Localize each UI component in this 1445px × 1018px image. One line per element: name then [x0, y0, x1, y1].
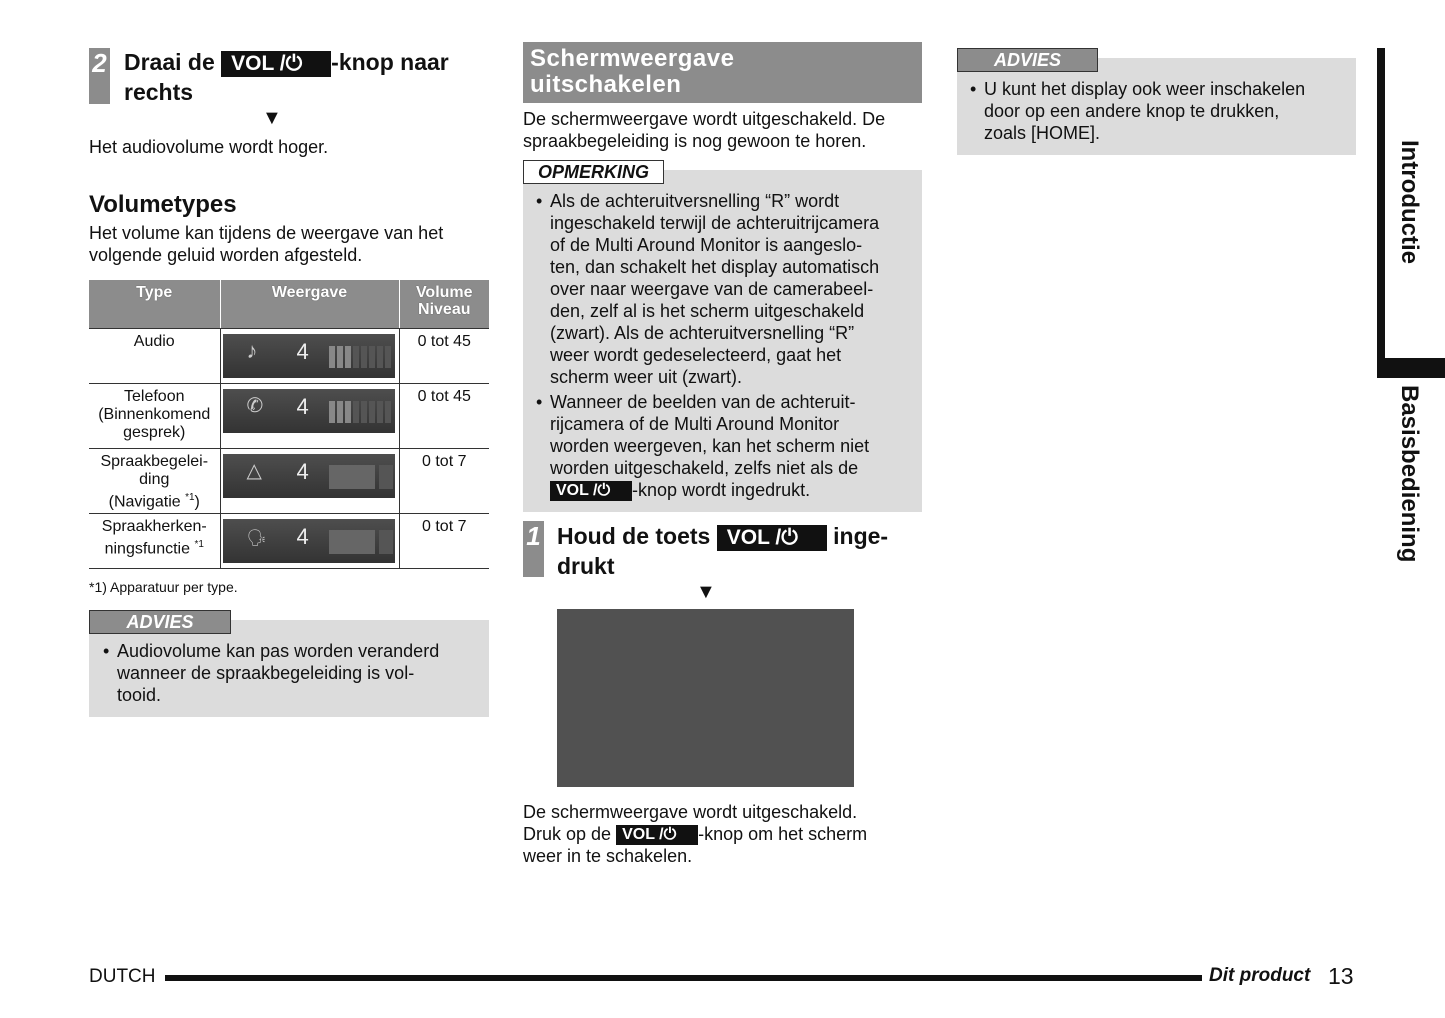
- footer-section: Dit product: [1209, 965, 1311, 986]
- type-text: ): [194, 492, 200, 510]
- text-after: -knop om het scherm: [698, 824, 868, 844]
- step-instruction: [124, 47, 504, 107]
- type-cell: [89, 383, 220, 448]
- display-value: 4: [296, 338, 309, 364]
- type-line: Spraakherken-: [101, 517, 207, 535]
- text-line: rijcamera of de Multi Around Monitor: [550, 414, 840, 434]
- text-after: -knop wordt ingedrukt.: [632, 480, 811, 500]
- volume-slot: [379, 530, 393, 554]
- side-tab-introductie[interactable]: Introductie: [1396, 140, 1423, 264]
- step-text-after: -knop naar: [331, 49, 449, 75]
- footnote-ref: *1: [185, 491, 195, 503]
- text-line: [550, 479, 916, 501]
- type-cell: [89, 448, 220, 513]
- section-intro: [523, 108, 933, 152]
- vol-power-key: [221, 51, 331, 77]
- level-cell: 0 tot 45: [399, 328, 489, 383]
- text-line: ingeschakeld terwijl de achteruitrijcamera: [550, 213, 880, 233]
- footer-rule: [165, 975, 1202, 981]
- volume-slot: [329, 465, 375, 489]
- step-text-before: Draai de: [124, 49, 215, 75]
- display-cell: [220, 448, 399, 513]
- power-icon: ⏻: [663, 826, 677, 844]
- vol-power-key: [717, 525, 827, 551]
- text-line: over naar weergave van de camerabeel-: [550, 279, 874, 299]
- list-item: [536, 190, 916, 388]
- step-number: 1: [523, 521, 544, 577]
- volume-display: [223, 454, 395, 498]
- advies-list: [970, 78, 1350, 144]
- side-tab-marker: [1377, 358, 1445, 378]
- list-item: [103, 640, 483, 706]
- advies-label: ADVIES: [957, 48, 1098, 72]
- list-item: [536, 391, 916, 501]
- level-cell: 0 tot 45: [399, 383, 489, 448]
- step-instruction: [557, 521, 922, 581]
- footer-language: DUTCH: [89, 966, 156, 987]
- intro-line: volgende geluid worden afgesteld.: [89, 245, 363, 265]
- down-arrow-icon: ▼: [262, 107, 282, 129]
- vol-power-key: [616, 825, 698, 845]
- table-row: [89, 448, 489, 513]
- vol-label: VOL /: [231, 51, 286, 75]
- text-line: • Wanneer de beelden van de achteruit-: [550, 392, 856, 412]
- volume-types-table: [89, 280, 489, 569]
- header-line: uitschakelen: [530, 71, 682, 98]
- volume-bar: [329, 346, 391, 368]
- step-text-line2: drukt: [557, 553, 615, 579]
- phone-icon: ✆: [246, 394, 264, 417]
- type-line: [89, 536, 220, 558]
- text-line: weer in te schakelen.: [523, 846, 693, 867]
- type-line: Audio: [133, 332, 175, 350]
- text-line: • U kunt het display ook weer inschakelen: [984, 79, 1306, 99]
- column-header-level: [399, 280, 489, 328]
- section-title: Volumetypes: [89, 191, 237, 218]
- section-header: [523, 42, 922, 103]
- text-line: scherm weer uit (zwart).: [550, 367, 743, 387]
- volume-slot: [379, 465, 393, 489]
- header-line: Volume: [415, 284, 473, 301]
- step-text-line2: rechts: [124, 79, 194, 105]
- table-row: [89, 328, 489, 383]
- table-row: [89, 383, 489, 448]
- advies-label: ADVIES: [89, 610, 231, 634]
- intro-line: De schermweergave wordt uitgeschakeld. De: [523, 109, 886, 129]
- page-number: 13: [1328, 963, 1354, 989]
- header-line: Schermweergave: [530, 45, 735, 72]
- text-line: worden uitgeschakeld, zelfs niet als de: [550, 458, 859, 478]
- step-text-before: Houd de toets: [557, 523, 711, 549]
- type-text: (Navigatie: [108, 492, 181, 510]
- type-line: (Binnenkomend: [98, 405, 211, 423]
- display-value: 4: [296, 393, 309, 419]
- step-number: 2: [89, 48, 110, 104]
- level-cell: 0 tot 7: [399, 448, 489, 513]
- down-arrow-icon: ▼: [696, 581, 716, 603]
- text-line: • Audiovolume kan pas worden veranderd: [117, 641, 440, 661]
- display-cell: [220, 328, 399, 383]
- text-line: wanneer de spraakbegeleiding is vol-: [117, 663, 415, 683]
- vol-label: VOL /: [622, 826, 664, 844]
- display-value: 4: [296, 523, 309, 549]
- type-line: ding: [139, 470, 170, 488]
- navigation-arrow-icon: △: [246, 459, 262, 482]
- type-line: gesprek): [123, 423, 186, 441]
- opmerking-label: OPMERKING: [523, 160, 664, 184]
- advies-list: [103, 640, 483, 706]
- table-footnote: *1) Apparatuur per type.: [89, 579, 238, 595]
- text-before: Druk op de: [523, 824, 612, 844]
- text-line: [523, 823, 923, 845]
- type-cell: [89, 328, 220, 383]
- side-tab-basisbediening[interactable]: Basisbediening: [1396, 385, 1423, 563]
- table-row: [89, 513, 489, 568]
- text-line: ten, dan schakelt het display automatisch: [550, 257, 880, 277]
- section-intro: [89, 222, 489, 266]
- type-line: Spraakbegelei-: [100, 452, 209, 470]
- type-cell: [89, 513, 220, 568]
- type-line: [89, 489, 220, 511]
- opmerking-list: [536, 190, 916, 501]
- display-cell: [220, 513, 399, 568]
- text-line: zoals [HOME].: [984, 123, 1101, 143]
- text-line: door op een andere knop te drukken,: [984, 101, 1280, 121]
- volume-display: [223, 389, 395, 433]
- type-line: Telefoon: [124, 387, 185, 405]
- vol-label: VOL /: [556, 482, 598, 500]
- level-cell: 0 tot 7: [399, 513, 489, 568]
- type-text: ningsfunctie: [104, 539, 190, 557]
- text-line: worden weergeven, kan het scherm niet: [550, 436, 870, 456]
- text-line: (zwart). Als de achteruitversnelling “R”: [550, 323, 855, 343]
- music-note-icon: ♪: [246, 337, 258, 363]
- intro-line: spraakbegeleiding is nog gewoon te horen.: [523, 131, 867, 151]
- side-tab-marker: [1377, 48, 1385, 374]
- display-cell: [220, 383, 399, 448]
- text-line: • Als de achteruitversnelling “R” wordt: [550, 191, 840, 211]
- column-header-display: Weergave: [220, 280, 399, 328]
- list-item: [970, 78, 1350, 144]
- step-text-after: inge-: [833, 523, 889, 549]
- column-header-type: Type: [89, 280, 220, 328]
- intro-line: Het volume kan tijdens de weergave van het: [89, 223, 444, 243]
- power-icon: ⏻: [597, 482, 611, 500]
- vol-power-key: [550, 481, 632, 501]
- voice-recognition-icon: 🗣: [246, 529, 267, 547]
- display-value: 4: [296, 458, 309, 484]
- text-line: tooid.: [117, 685, 162, 705]
- power-icon: ⏻: [285, 51, 303, 75]
- footnote-ref: *1: [194, 538, 204, 550]
- text-line: of de Multi Around Monitor is aangeslo-: [550, 235, 863, 255]
- volume-slot: [329, 530, 375, 554]
- text-line: den, zelf al is het scherm uitgeschakeld: [550, 301, 865, 321]
- text-line: weer wordt gedeselecteerd, gaat het: [550, 345, 842, 365]
- volume-display: [223, 334, 395, 378]
- text-line: De schermweergave wordt uitgeschakeld.: [523, 802, 858, 822]
- volume-bar: [329, 401, 391, 423]
- power-icon: ⏻: [781, 525, 798, 549]
- volume-display: [223, 519, 395, 563]
- step-result: Het audiovolume wordt hoger.: [89, 137, 329, 157]
- vol-label: VOL /: [726, 525, 782, 549]
- header-line: Niveau: [418, 301, 471, 318]
- step-result: [523, 801, 923, 867]
- blank-screen-image: [557, 609, 854, 787]
